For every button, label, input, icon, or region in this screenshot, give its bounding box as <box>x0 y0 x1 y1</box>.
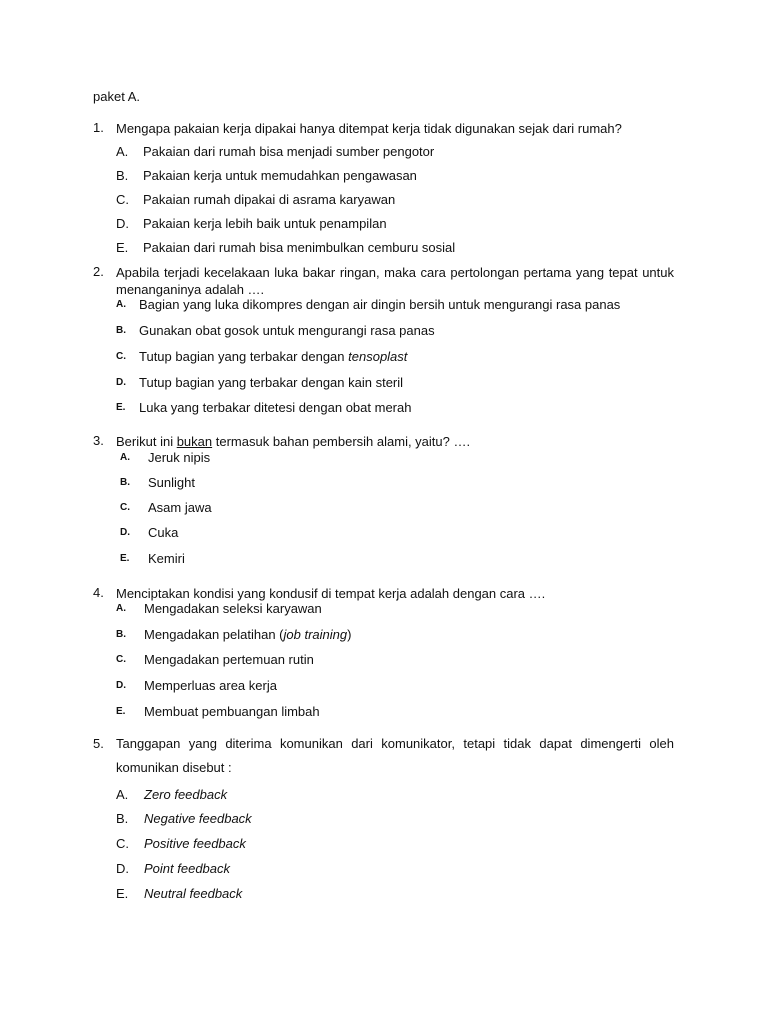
option-text: Point feedback <box>144 861 231 876</box>
option-text: Neutral feedback <box>144 886 243 901</box>
option-text: Pakaian dari rumah bisa menjadi sumber pengotor <box>143 144 435 159</box>
option-text: Pakaian kerja lebih baik untuk penampilan <box>143 216 387 231</box>
question-text: Mengapa pakaian kerja dipakai hanya ditempat kerja tidak digunakan sejak dari rumah? <box>116 121 622 136</box>
option-text: Asam jawa <box>148 500 212 515</box>
option-letter: E. <box>116 706 126 717</box>
option-text-after: ) <box>347 627 352 642</box>
option-letter: C. <box>116 351 126 362</box>
question-number: 3. <box>93 433 104 448</box>
option-text: Gunakan obat gosok untuk mengurangi rasa panas <box>139 323 435 338</box>
option-letter: E. <box>120 553 130 564</box>
option-letter: D. <box>116 680 126 691</box>
option-letter: C. <box>116 836 129 851</box>
option-letter: A. <box>116 299 126 310</box>
option-text <box>144 627 351 642</box>
option-text: Memperluas area kerja <box>144 678 277 693</box>
option-text-plain: Tutup bagian yang terbakar dengan <box>139 349 345 364</box>
option-text: Tutup bagian yang terbakar dengan kain steril <box>139 375 404 390</box>
question-text: Apabila terjadi kecelakaan luka bakar ringan, maka cara pertolongan pertama yang tepat untuk menanganinya adalah …. <box>116 265 674 297</box>
option-letter: B. <box>116 168 129 183</box>
option-letter: B. <box>116 811 129 826</box>
option-text-plain: Mengadakan pelatihan ( <box>144 627 284 642</box>
option-letter: D. <box>120 527 130 538</box>
question-5 <box>93 732 674 780</box>
option-text: Mengadakan seleksi karyawan <box>144 601 322 616</box>
option-text: Pakaian kerja untuk memudahkan pengawasan <box>143 168 417 183</box>
option-text: Pakaian rumah dipakai di asrama karyawan <box>143 192 396 207</box>
option-letter: A. <box>116 787 129 802</box>
question-4 <box>93 585 674 602</box>
question-number: 2. <box>93 264 104 279</box>
option-text <box>139 349 407 364</box>
question-text-after: termasuk bahan pembersih alami, yaitu? …. <box>215 434 471 449</box>
question-1 <box>93 120 674 137</box>
option-text: Pakaian dari rumah bisa menimbulkan cemburu sosial <box>143 240 456 255</box>
option-letter: C. <box>116 192 129 207</box>
question-text <box>116 433 674 450</box>
option-letter: C. <box>120 502 130 513</box>
option-text: Cuka <box>148 525 179 540</box>
option-text: Luka yang terbakar ditetesi dengan obat merah <box>139 400 412 415</box>
option-text-italic: tensoplast <box>348 349 408 364</box>
option-letter: E. <box>116 886 129 901</box>
option-letter: E. <box>116 402 126 413</box>
question-text: Menciptakan kondisi yang kondusif di tempat kerja adalah dengan cara …. <box>116 586 546 601</box>
option-letter: B. <box>116 629 126 640</box>
option-letter: D. <box>116 216 129 231</box>
option-text: Jeruk nipis <box>148 450 211 465</box>
question-3 <box>93 433 674 450</box>
option-text: Sunlight <box>148 475 195 490</box>
option-text: Bagian yang luka dikompres dengan air dingin bersih untuk mengurangi rasa panas <box>139 297 621 312</box>
option-text: Negative feedback <box>144 811 252 826</box>
option-letter: D. <box>116 377 126 388</box>
option-letter: A. <box>116 603 126 614</box>
option-text: Zero feedback <box>144 787 228 802</box>
option-letter: E. <box>116 240 129 255</box>
question-number: 5. <box>93 736 104 751</box>
question-2 <box>93 264 674 298</box>
option-letter: C. <box>116 654 126 665</box>
option-text: Mengadakan pertemuan rutin <box>144 652 314 667</box>
packet-label: paket A. <box>93 89 140 104</box>
question-text: Tanggapan yang diterima komunikan dari komunikator, tetapi tidak dapat dimengerti oleh komunikan disebut : <box>116 736 674 775</box>
question-text-underlined: bukan <box>176 434 213 449</box>
option-letter: B. <box>116 325 126 336</box>
question-text-before: Berikut ini <box>116 434 174 449</box>
option-text: Membuat pembuangan limbah <box>144 704 320 719</box>
option-letter: A. <box>120 452 130 463</box>
option-letter: D. <box>116 861 129 876</box>
option-letter: B. <box>120 477 130 488</box>
option-text-italic: job training <box>283 627 348 642</box>
option-letter: A. <box>116 144 129 159</box>
option-text: Positive feedback <box>144 836 246 851</box>
option-text: Kemiri <box>148 551 185 566</box>
question-number: 1. <box>93 120 104 135</box>
question-number: 4. <box>93 585 104 600</box>
